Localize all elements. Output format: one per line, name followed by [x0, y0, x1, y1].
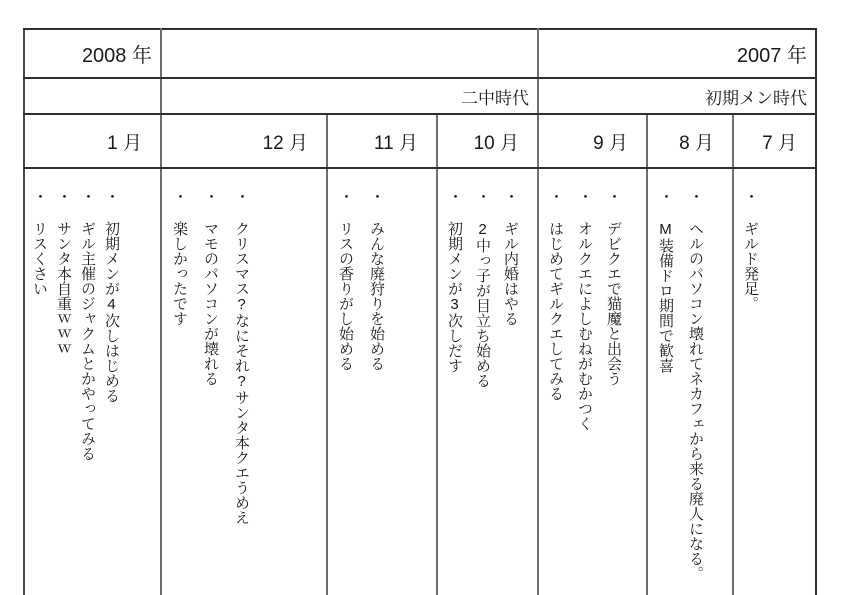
- month-header-sep: 9 月: [538, 114, 647, 168]
- vertical-text-block: [162, 169, 283, 595]
- timeline-entry: ・ クリスマス?なにそれ?サンタ本クエうめえ: [233, 189, 250, 525]
- vertical-text-block: [648, 169, 722, 595]
- era-empty-cell: [24, 78, 161, 114]
- timeline-entry: ・ マモのパソコンが壊れる: [202, 189, 219, 386]
- timeline-entry: ・ ギル主催のジャクムとかやってみる: [79, 189, 96, 461]
- timeline-entry: ・ みんな廃狩りを始める: [368, 189, 385, 371]
- vertical-text-block: [328, 169, 404, 595]
- month-header-aug: 8 月: [647, 114, 733, 168]
- timeline-entry: ・ 楽しかったです: [171, 189, 188, 326]
- month-header-jul: 7 月: [733, 114, 816, 168]
- era-row: [24, 78, 816, 114]
- timeline-entry: ・ ヘルのパソコン壊れてネカフェから来る廃人になる。: [687, 189, 704, 581]
- year-row: [24, 29, 816, 78]
- timeline-entry: ・ 初期メンが4次しはじめる: [103, 189, 120, 403]
- entries-cell-aug: [647, 168, 733, 595]
- timeline-entry: ・ オルクエによしむねがむかつく: [576, 189, 593, 431]
- month-header-dec: 12 月: [161, 114, 327, 168]
- vertical-text-block: [25, 169, 135, 595]
- timeline-entry: ・ リスの香りがし始める: [337, 189, 354, 371]
- timeline-entry: ・ ギルド発足。: [742, 189, 759, 311]
- timeline-entry: ・ リスくさい: [31, 189, 48, 296]
- vertical-text-block: [539, 169, 640, 595]
- month-header-row: [24, 114, 816, 168]
- month-header-oct: 10 月: [437, 114, 538, 168]
- vertical-text-block: [734, 169, 794, 595]
- year-empty-cell: [161, 29, 538, 78]
- timeline-entry: ・ はじめてギルクエしてみる: [547, 189, 564, 401]
- vertical-text-block: [438, 169, 536, 595]
- entries-cell-nov: [327, 168, 437, 595]
- entries-cell-sep: [538, 168, 647, 595]
- month-header-nov: 11 月: [327, 114, 437, 168]
- timeline-entry: ・ 2中っ子が目立ち始める: [474, 189, 491, 388]
- entries-cell-jul: [733, 168, 816, 595]
- timeline-entry: ・ サンタ本自重ｗｗｗ: [55, 189, 72, 356]
- era-nichuu-cell: 二中時代: [161, 78, 538, 114]
- entries-cell-dec: [161, 168, 327, 595]
- timeline-table: [23, 28, 817, 595]
- entries-cell-jan: [24, 168, 161, 595]
- month-header-jan: 1 月: [24, 114, 161, 168]
- entries-cell-oct: [437, 168, 538, 595]
- era-shokimen-cell: 初期メン時代: [538, 78, 816, 114]
- entries-row: [24, 168, 816, 595]
- timeline-entry: ・ ギル内婚はやる: [502, 189, 519, 326]
- timeline-entry: ・ M装備ドロ期間で歓喜: [657, 189, 674, 373]
- timeline-entry: ・ デビクエで猫魔と出会う: [605, 189, 622, 386]
- timeline-entry: ・ 初期メンが3次しだす: [446, 189, 463, 373]
- year-2007-cell: 2007 年: [538, 29, 816, 78]
- year-2008-cell: 2008 年: [24, 29, 161, 78]
